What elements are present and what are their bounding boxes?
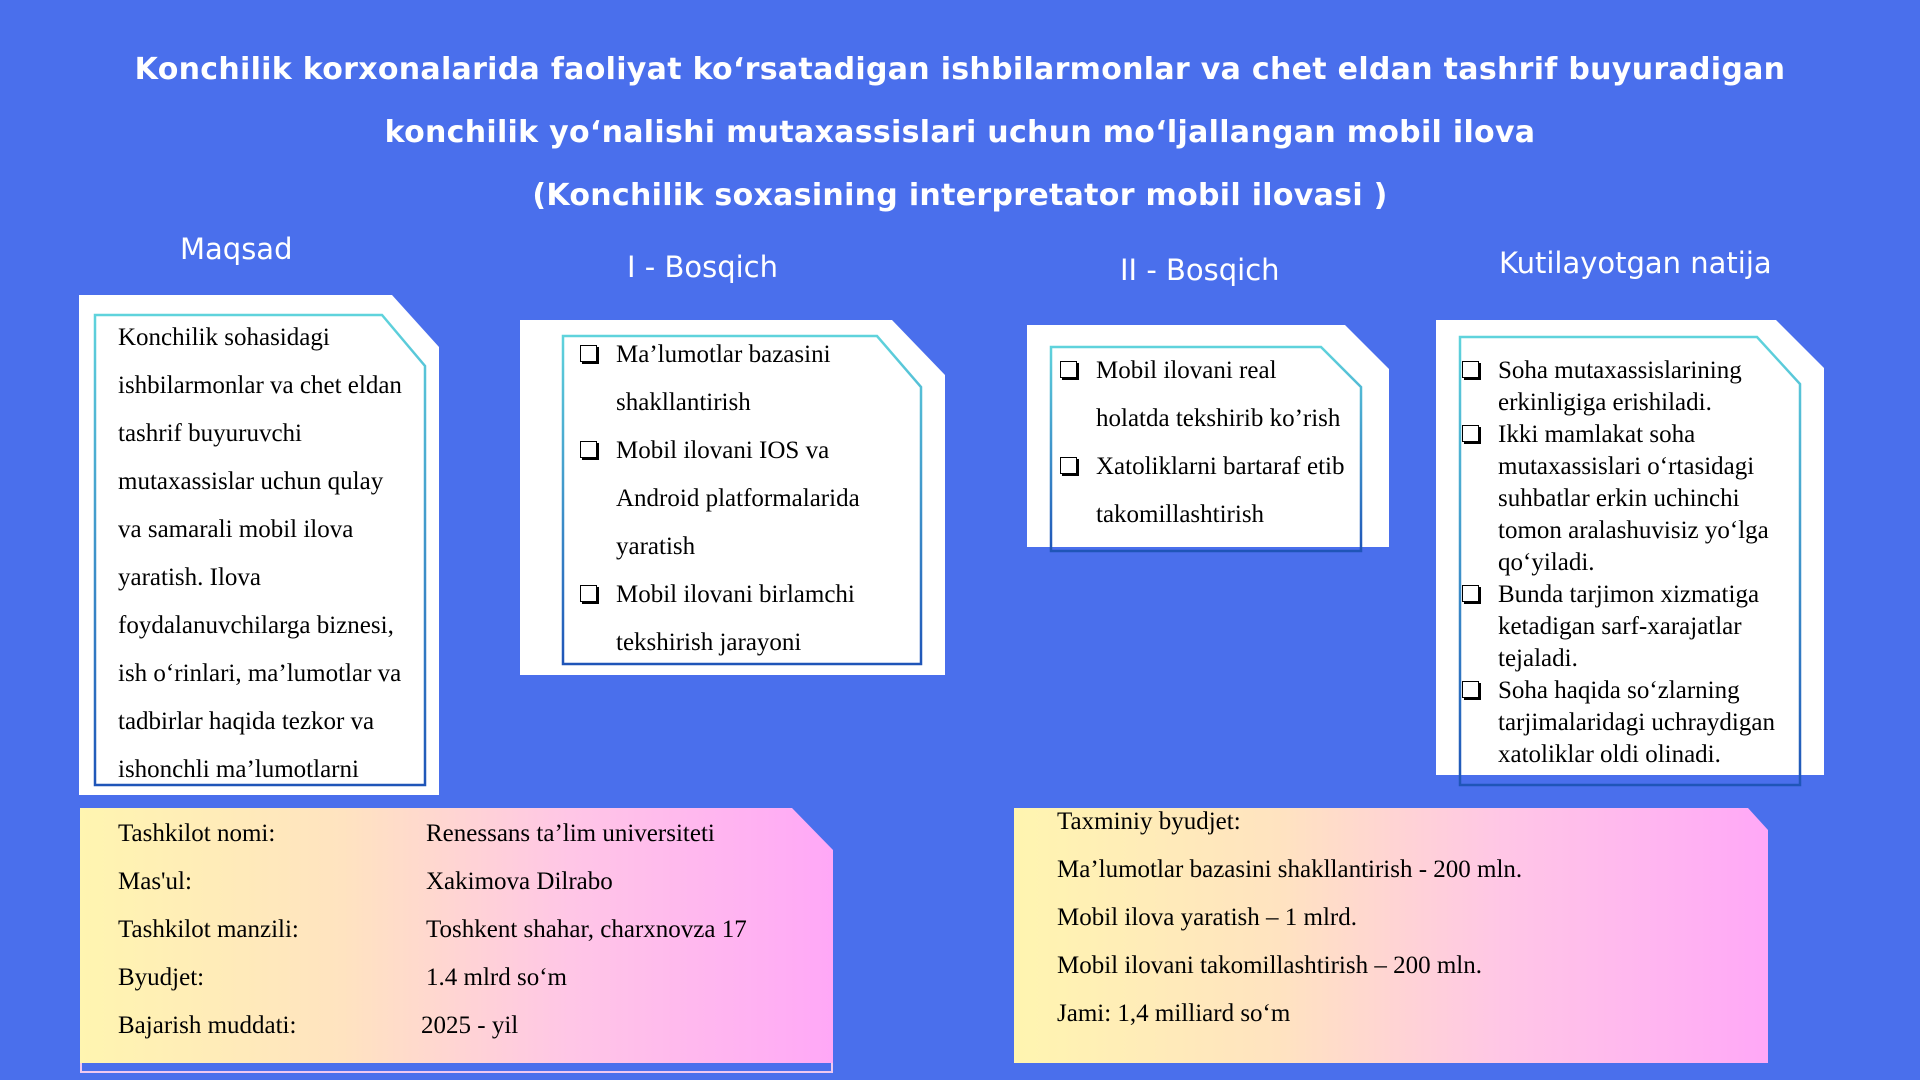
info-value: 1.4 mlrd so‘m	[426, 964, 567, 991]
stage-1-item: Mobil ilovani birlamchi tekshirish jarayoni	[580, 571, 920, 667]
goal-line: yaratish. Ilova	[118, 564, 262, 591]
stage-2-item: Mobil ilovani real holatda tekshirib ko’rish	[1060, 347, 1390, 443]
checkbox-bullet-icon	[1060, 457, 1077, 474]
checkbox-bullet-icon	[1462, 585, 1479, 602]
info-label: Mas'ul:	[118, 868, 192, 895]
stage-1-list	[580, 331, 920, 667]
checkbox-bullet-icon	[580, 441, 597, 458]
page-title-line-1: Konchilik korxonalarida faoliyat ko‘rsatadigan ishbilarmonlar va chet eldan tashrif buyuradigan	[134, 52, 1786, 87]
budget-line: Mobil ilovani takomillashtirish – 200 mln.	[1057, 952, 1482, 979]
info-label: Bajarish muddati:	[118, 1012, 297, 1039]
budget-line: Mobil ilova yaratish – 1 mlrd.	[1057, 904, 1357, 931]
organization-info-panel-underline	[80, 1063, 833, 1073]
info-value: Renessans ta’lim universiteti	[426, 820, 715, 847]
goal-text	[118, 314, 448, 794]
result-item: Soha haqida so‘zlarning tarjimalaridagi uchraydigan xatoliklar oldi olinadi.	[1462, 675, 1802, 771]
expected-result-list	[1462, 355, 1802, 771]
goal-line: Konchilik sohasidagi	[118, 324, 330, 351]
heading-expected-result: Kutilayotgan natija	[1499, 246, 1772, 280]
heading-goal: Maqsad	[180, 232, 293, 266]
checkbox-bullet-icon	[1060, 361, 1077, 378]
page-title-line-2: konchilik yo‘nalishi mutaxassislari uchun mo‘ljallangan mobil ilova	[384, 115, 1536, 150]
goal-line: tadbirlar haqida tezkor va	[118, 708, 375, 735]
info-value: Xakimova Dilrabo	[426, 868, 613, 895]
heading-stage-2: II - Bosqich	[1120, 253, 1280, 287]
goal-line: va samarali mobil ilova	[118, 516, 354, 543]
goal-line: ishonchli ma’lumotlarni	[118, 756, 359, 783]
budget-heading: Taxminiy byudjet:	[1057, 808, 1241, 835]
checkbox-bullet-icon	[580, 345, 597, 362]
goal-line: foydalanuvchilarga biznesi,	[118, 612, 394, 639]
checkbox-bullet-icon	[580, 585, 597, 602]
result-item: Bunda tarjimon xizmatiga ketadigan sarf-xarajatlar tejaladi.	[1462, 579, 1802, 675]
info-value: Toshkent shahar, charxnovza 17	[426, 916, 747, 943]
stage-2-list	[1060, 347, 1390, 539]
goal-line: tashrif buyuruvchi	[118, 420, 302, 447]
checkbox-bullet-icon	[1462, 361, 1479, 378]
goal-line: ish o‘rinlari, ma’lumotlar va	[118, 660, 402, 687]
goal-line: ishbilarmonlar va chet eldan	[118, 372, 402, 399]
budget-total: Jami: 1,4 milliard so‘m	[1057, 1000, 1291, 1027]
info-label: Tashkilot manzili:	[118, 916, 299, 943]
stage-2-item: Xatoliklarni bartaraf etib takomillashtirish	[1060, 443, 1390, 539]
result-item: Ikki mamlakat soha mutaxassislari o‘rtasidagi suhbatlar erkin uchinchi tomon aralashuvisiz yo‘lga qo‘yiladi.	[1462, 419, 1802, 579]
info-label: Byudjet:	[118, 964, 205, 991]
stage-1-item: Ma’lumotlar bazasini shakllantirish	[580, 331, 920, 427]
info-label: Tashkilot nomi:	[118, 820, 276, 847]
checkbox-bullet-icon	[1462, 425, 1479, 442]
goal-line: mutaxassislar uchun qulay	[118, 468, 384, 495]
info-value: 2025 - yil	[421, 1012, 519, 1039]
stage-1-item: Mobil ilovani IOS va Android platformalarida yaratish	[580, 427, 920, 571]
result-item: Soha mutaxassislarining erkinligiga erishiladi.	[1462, 355, 1802, 419]
heading-stage-1: I - Bosqich	[627, 250, 778, 284]
page-subtitle: (Konchilik soxasining interpretator mobil ilovasi )	[532, 178, 1388, 213]
budget-line: Ma’lumotlar bazasini shakllantirish - 200 mln.	[1057, 856, 1523, 883]
checkbox-bullet-icon	[1462, 681, 1479, 698]
